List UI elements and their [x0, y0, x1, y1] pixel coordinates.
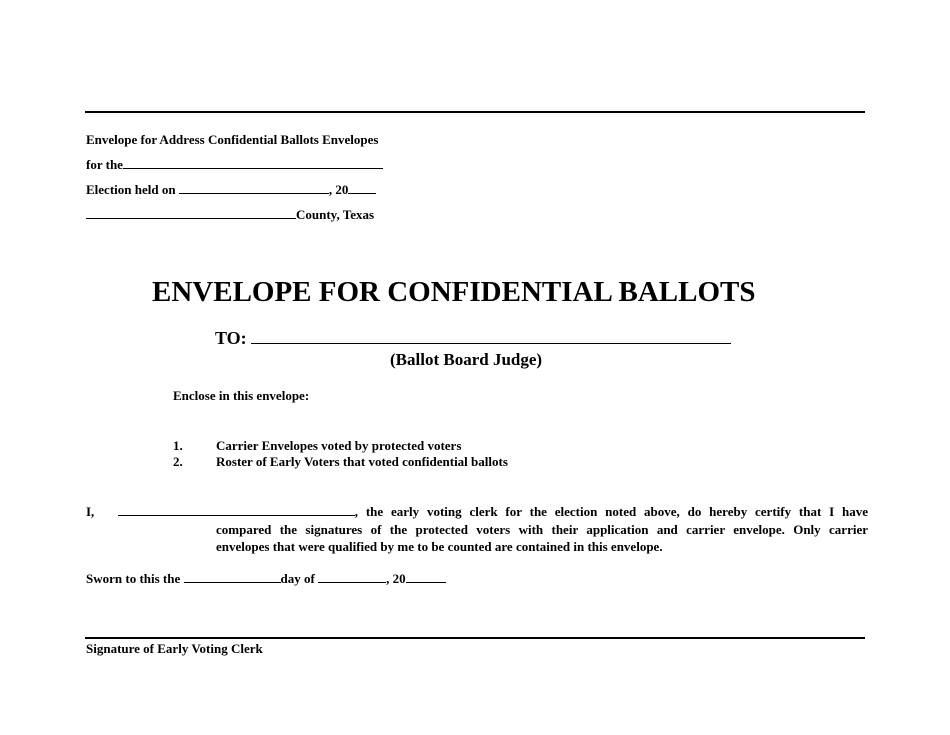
certification-line-1-text: , the early voting clerk for the election noted above, do hereby certify that I have — [354, 504, 869, 519]
certification-line-1 — [86, 503, 868, 521]
enclose-item-text: Roster of Early Voters that voted confidential ballots — [216, 454, 508, 469]
to-line — [215, 328, 731, 349]
county-label: County, Texas — [296, 207, 375, 222]
signature-label: Signature of Early Voting Clerk — [86, 641, 263, 656]
sworn-year-field[interactable] — [406, 581, 446, 583]
header-title: Envelope for Address Confidential Ballots Envelopes — [86, 132, 379, 147]
header-line-election-held — [86, 182, 376, 198]
enclose-label: Enclose in this envelope: — [173, 388, 310, 403]
ballot-board-judge-field[interactable] — [251, 342, 731, 344]
for-the-label: for the — [86, 157, 123, 172]
enclose-item-number: 1. — [173, 438, 183, 453]
to-label: TO: — [215, 328, 247, 348]
certification-paragraph — [86, 503, 868, 556]
enclose-item-number: 2. — [173, 454, 183, 469]
certification-line-2: compared the signatures of the protected voters with their application and carrier envelope. Only carrier — [216, 521, 868, 537]
sworn-month-field[interactable] — [318, 581, 386, 583]
election-date-field[interactable] — [179, 192, 329, 194]
clerk-name-field[interactable] — [118, 514, 355, 516]
header-line-county — [86, 207, 374, 223]
sworn-year-prefix: , 20 — [386, 571, 406, 586]
sworn-day-field[interactable] — [184, 581, 281, 583]
certification-prefix: I, — [86, 504, 95, 519]
election-year-field[interactable] — [348, 192, 376, 194]
header-line-for-the — [86, 157, 383, 173]
signature-line[interactable] — [85, 637, 865, 639]
page-title: ENVELOPE FOR CONFIDENTIAL BALLOTS — [152, 276, 756, 308]
enclose-item-1 — [173, 438, 461, 454]
election-held-label: Election held on — [86, 182, 176, 197]
enclose-item-2 — [173, 454, 508, 470]
sworn-prefix: Sworn to this the — [86, 571, 181, 586]
county-field[interactable] — [86, 217, 296, 219]
year-prefix: , 20 — [328, 182, 349, 197]
top-divider — [85, 111, 865, 113]
sworn-line — [86, 571, 446, 587]
certification-line-3: envelopes that were qualified by me to be counted are contained in this envelope. — [216, 539, 663, 554]
header-line-envelope-for — [86, 132, 378, 148]
enclose-item-text: Carrier Envelopes voted by protected voters — [216, 438, 462, 453]
election-name-field[interactable] — [123, 167, 383, 169]
day-of-label: day of — [280, 571, 315, 586]
ballot-board-judge-caption: (Ballot Board Judge) — [390, 350, 543, 369]
